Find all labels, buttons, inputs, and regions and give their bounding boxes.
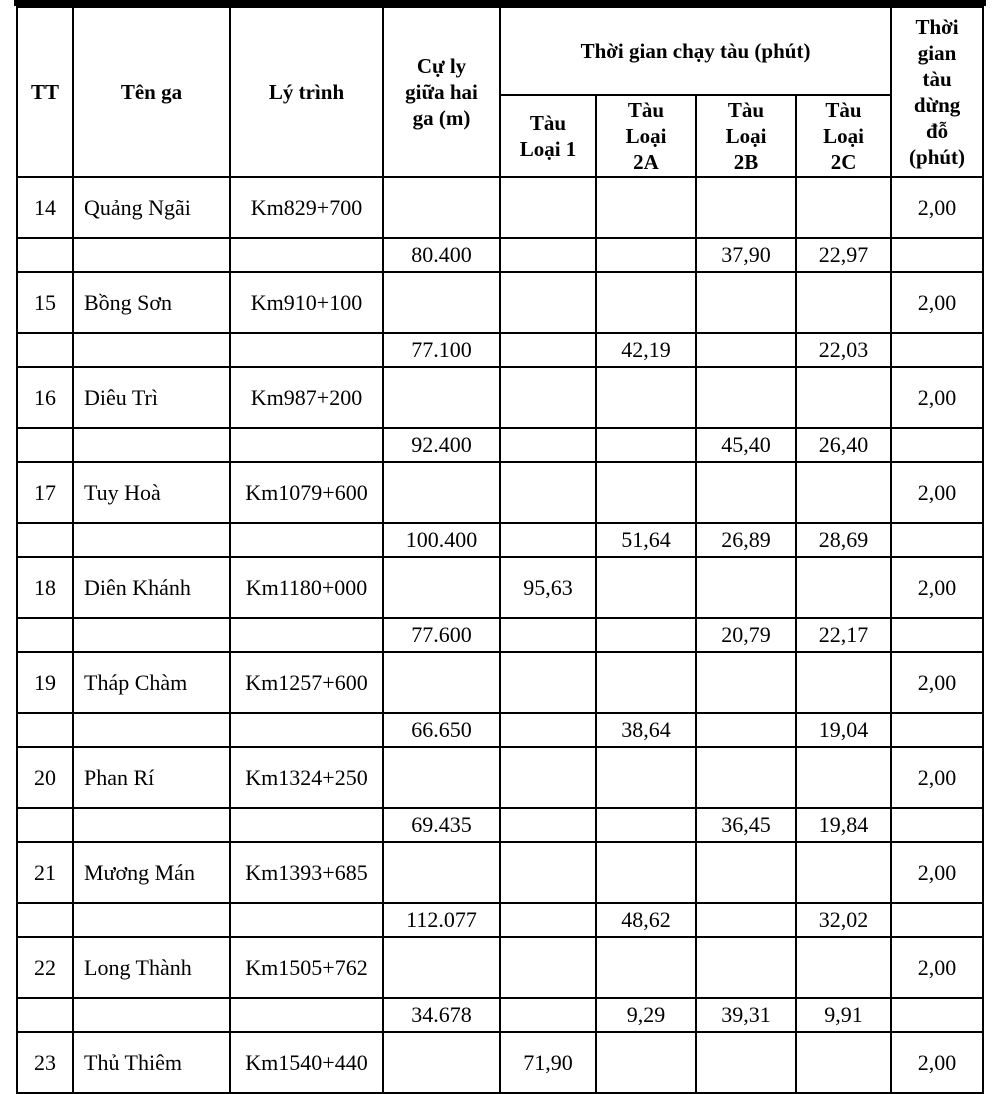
- station-number-cell: 18: [17, 557, 73, 618]
- train-timetable: [16, 6, 984, 1094]
- empty-cell: [230, 238, 383, 272]
- header-train-type-1: [500, 95, 596, 177]
- station-number-cell: 19: [17, 652, 73, 713]
- table-header: [17, 7, 983, 177]
- header-stop-line: Thời: [915, 15, 959, 39]
- train-type-2b-time-cell: 39,31: [696, 998, 796, 1032]
- empty-cell: [17, 713, 73, 747]
- empty-cell: [383, 747, 500, 808]
- header-train-type-2b: [696, 95, 796, 177]
- train-type-2b-time-cell: 26,89: [696, 523, 796, 557]
- header-type-line: 2C: [830, 150, 857, 174]
- header-type-line: Tàu: [727, 98, 765, 122]
- empty-cell: [383, 367, 500, 428]
- train-type-2b-time-cell: [696, 713, 796, 747]
- header-type-line: Tàu: [825, 98, 862, 122]
- empty-cell: [17, 523, 73, 557]
- station-row: [17, 937, 983, 998]
- header-distance-line: Cự ly: [416, 54, 467, 78]
- header-type-line: 2B: [733, 150, 759, 174]
- station-name-cell: Diên Khánh: [73, 557, 230, 618]
- empty-cell: [596, 367, 696, 428]
- stop-time-cell: 2,00: [891, 1032, 983, 1093]
- empty-cell: [383, 557, 500, 618]
- empty-cell: [230, 998, 383, 1032]
- header-distance-line: giữa hai: [405, 80, 478, 104]
- train-type-1-time-cell: [500, 462, 596, 523]
- stop-time-cell: 2,00: [891, 462, 983, 523]
- empty-cell: [73, 713, 230, 747]
- empty-cell: [383, 842, 500, 903]
- train-type-1-time-cell: [500, 367, 596, 428]
- train-type-1-time-cell: [500, 272, 596, 333]
- empty-cell: [796, 842, 891, 903]
- train-type-2b-time-cell: 36,45: [696, 808, 796, 842]
- table-body: [17, 177, 983, 1093]
- train-type-2c-time-cell: 32,02: [796, 903, 891, 937]
- header-distance: [383, 7, 500, 177]
- empty-cell: [891, 333, 983, 367]
- empty-cell: [596, 462, 696, 523]
- empty-cell: [500, 903, 596, 937]
- empty-cell: [230, 523, 383, 557]
- train-type-1-time-cell: 95,63: [500, 557, 596, 618]
- segment-row: [17, 903, 983, 937]
- station-name-cell: Phan Rí: [73, 747, 230, 808]
- empty-cell: [796, 557, 891, 618]
- header-stop-line: tàu: [922, 67, 952, 91]
- station-row: [17, 747, 983, 808]
- header-stop-line: gian: [917, 41, 957, 65]
- station-row: [17, 177, 983, 238]
- station-row: [17, 1032, 983, 1093]
- segment-distance-cell: 69.435: [383, 808, 500, 842]
- stop-time-cell: 2,00: [891, 747, 983, 808]
- empty-cell: [596, 842, 696, 903]
- station-name-cell: Mương Mán: [73, 842, 230, 903]
- station-number-cell: 15: [17, 272, 73, 333]
- station-row: [17, 652, 983, 713]
- train-type-2b-time-cell: 20,79: [696, 618, 796, 652]
- empty-cell: [891, 998, 983, 1032]
- segment-distance-cell: 66.650: [383, 713, 500, 747]
- station-name-cell: Quảng Ngãi: [73, 177, 230, 238]
- train-type-2a-time-cell: 48,62: [596, 903, 696, 937]
- empty-cell: [230, 808, 383, 842]
- empty-cell: [696, 367, 796, 428]
- empty-cell: [73, 998, 230, 1032]
- station-name-cell: Bồng Sơn: [73, 272, 230, 333]
- segment-distance-cell: 100.400: [383, 523, 500, 557]
- segment-distance-cell: 34.678: [383, 998, 500, 1032]
- empty-cell: [500, 523, 596, 557]
- header-run-time-group: Thời gian chạy tàu (phút): [500, 7, 891, 95]
- train-type-2b-time-cell: [696, 903, 796, 937]
- segment-distance-cell: 92.400: [383, 428, 500, 462]
- empty-cell: [596, 272, 696, 333]
- station-name-cell: Diêu Trì: [73, 367, 230, 428]
- station-row: [17, 557, 983, 618]
- train-type-1-time-cell: [500, 937, 596, 998]
- station-number-cell: 16: [17, 367, 73, 428]
- station-name-cell: Thủ Thiêm: [73, 1032, 230, 1093]
- header-km: Lý trình: [230, 7, 383, 177]
- train-type-1-time-cell: [500, 842, 596, 903]
- empty-cell: [696, 1032, 796, 1093]
- segment-distance-cell: 112.077: [383, 903, 500, 937]
- empty-cell: [383, 1032, 500, 1093]
- train-type-2c-time-cell: 22,97: [796, 238, 891, 272]
- train-type-2c-time-cell: 28,69: [796, 523, 891, 557]
- empty-cell: [696, 557, 796, 618]
- empty-cell: [17, 998, 73, 1032]
- header-type-line: Tàu: [529, 111, 567, 135]
- empty-cell: [696, 462, 796, 523]
- station-row: [17, 462, 983, 523]
- empty-cell: [230, 333, 383, 367]
- station-name-cell: Tháp Chàm: [73, 652, 230, 713]
- segment-row: [17, 713, 983, 747]
- empty-cell: [73, 333, 230, 367]
- header-type-line: Loại: [823, 124, 864, 148]
- stop-time-cell: 2,00: [891, 652, 983, 713]
- empty-cell: [500, 333, 596, 367]
- station-km-cell: Km1505+762: [230, 937, 383, 998]
- empty-cell: [73, 238, 230, 272]
- station-name-cell: Long Thành: [73, 937, 230, 998]
- header-stop-time: [891, 7, 983, 177]
- empty-cell: [891, 618, 983, 652]
- empty-cell: [500, 428, 596, 462]
- station-row: [17, 842, 983, 903]
- train-type-2a-time-cell: [596, 238, 696, 272]
- empty-cell: [73, 808, 230, 842]
- empty-cell: [796, 272, 891, 333]
- empty-cell: [696, 747, 796, 808]
- empty-cell: [17, 238, 73, 272]
- stop-time-cell: 2,00: [891, 272, 983, 333]
- empty-cell: [230, 618, 383, 652]
- segment-row: [17, 238, 983, 272]
- station-row: [17, 367, 983, 428]
- train-type-2a-time-cell: 51,64: [596, 523, 696, 557]
- stop-time-cell: 2,00: [891, 937, 983, 998]
- station-km-cell: Km1079+600: [230, 462, 383, 523]
- header-distance-line: ga (m): [412, 106, 471, 130]
- segment-row: [17, 333, 983, 367]
- empty-cell: [891, 523, 983, 557]
- empty-cell: [696, 652, 796, 713]
- segment-distance-cell: 80.400: [383, 238, 500, 272]
- empty-cell: [17, 428, 73, 462]
- station-km-cell: Km910+100: [230, 272, 383, 333]
- train-type-2a-time-cell: [596, 618, 696, 652]
- empty-cell: [891, 713, 983, 747]
- empty-cell: [596, 177, 696, 238]
- empty-cell: [17, 618, 73, 652]
- stop-time-cell: 2,00: [891, 177, 983, 238]
- train-type-1-time-cell: [500, 177, 596, 238]
- train-type-2c-time-cell: 22,17: [796, 618, 891, 652]
- empty-cell: [383, 937, 500, 998]
- empty-cell: [696, 842, 796, 903]
- train-type-2c-time-cell: 26,40: [796, 428, 891, 462]
- stop-time-cell: 2,00: [891, 842, 983, 903]
- empty-cell: [891, 808, 983, 842]
- empty-cell: [73, 903, 230, 937]
- station-number-cell: 20: [17, 747, 73, 808]
- empty-cell: [696, 937, 796, 998]
- header-stop-line: đỗ: [925, 119, 949, 143]
- empty-cell: [796, 177, 891, 238]
- empty-cell: [500, 238, 596, 272]
- empty-cell: [596, 937, 696, 998]
- segment-distance-cell: 77.100: [383, 333, 500, 367]
- train-type-2b-time-cell: 37,90: [696, 238, 796, 272]
- header-type-line: Loại: [625, 124, 667, 148]
- header-train-type-2c: [796, 95, 891, 177]
- empty-cell: [383, 652, 500, 713]
- train-type-1-time-cell: [500, 652, 596, 713]
- empty-cell: [796, 1032, 891, 1093]
- empty-cell: [73, 428, 230, 462]
- station-number-cell: 23: [17, 1032, 73, 1093]
- empty-cell: [596, 1032, 696, 1093]
- station-name-cell: Tuy Hoà: [73, 462, 230, 523]
- train-type-1-time-cell: [500, 747, 596, 808]
- segment-distance-cell: 77.600: [383, 618, 500, 652]
- empty-cell: [500, 808, 596, 842]
- empty-cell: [17, 808, 73, 842]
- empty-cell: [891, 428, 983, 462]
- station-km-cell: Km1540+440: [230, 1032, 383, 1093]
- header-type-line: 2A: [633, 150, 659, 174]
- station-km-cell: Km1180+000: [230, 557, 383, 618]
- train-type-2c-time-cell: 19,04: [796, 713, 891, 747]
- train-type-2a-time-cell: [596, 428, 696, 462]
- empty-cell: [73, 523, 230, 557]
- station-km-cell: Km829+700: [230, 177, 383, 238]
- segment-row: [17, 523, 983, 557]
- station-km-cell: Km987+200: [230, 367, 383, 428]
- train-type-2b-time-cell: 45,40: [696, 428, 796, 462]
- segment-row: [17, 808, 983, 842]
- empty-cell: [230, 903, 383, 937]
- empty-cell: [383, 272, 500, 333]
- header-stop-line: dừng: [913, 93, 961, 117]
- train-type-2b-time-cell: [696, 333, 796, 367]
- empty-cell: [383, 462, 500, 523]
- train-type-1-time-cell: 71,90: [500, 1032, 596, 1093]
- header-stop-line: (phút): [909, 145, 966, 169]
- header-type-line: Tàu: [627, 98, 665, 122]
- empty-cell: [383, 177, 500, 238]
- train-type-2a-time-cell: 38,64: [596, 713, 696, 747]
- station-km-cell: Km1393+685: [230, 842, 383, 903]
- train-type-2c-time-cell: 19,84: [796, 808, 891, 842]
- empty-cell: [696, 272, 796, 333]
- empty-cell: [596, 747, 696, 808]
- train-type-2c-time-cell: 22,03: [796, 333, 891, 367]
- train-type-2a-time-cell: 9,29: [596, 998, 696, 1032]
- train-type-2a-time-cell: [596, 808, 696, 842]
- empty-cell: [891, 903, 983, 937]
- header-tt: TT: [17, 7, 73, 177]
- station-km-cell: Km1257+600: [230, 652, 383, 713]
- empty-cell: [696, 177, 796, 238]
- station-number-cell: 14: [17, 177, 73, 238]
- empty-cell: [796, 367, 891, 428]
- segment-row: [17, 428, 983, 462]
- header-type-line: Loại 1: [519, 137, 577, 161]
- station-number-cell: 21: [17, 842, 73, 903]
- empty-cell: [796, 652, 891, 713]
- empty-cell: [891, 238, 983, 272]
- empty-cell: [596, 652, 696, 713]
- empty-cell: [500, 998, 596, 1032]
- stop-time-cell: 2,00: [891, 557, 983, 618]
- empty-cell: [500, 618, 596, 652]
- empty-cell: [230, 713, 383, 747]
- segment-row: [17, 618, 983, 652]
- train-type-2a-time-cell: 42,19: [596, 333, 696, 367]
- header-station-name: Tên ga: [73, 7, 230, 177]
- header-type-line: Loại: [725, 124, 767, 148]
- empty-cell: [230, 428, 383, 462]
- empty-cell: [796, 462, 891, 523]
- header-train-type-2a: [596, 95, 696, 177]
- empty-cell: [17, 333, 73, 367]
- stop-time-cell: 2,00: [891, 367, 983, 428]
- station-km-cell: Km1324+250: [230, 747, 383, 808]
- train-type-2c-time-cell: 9,91: [796, 998, 891, 1032]
- empty-cell: [596, 557, 696, 618]
- station-number-cell: 17: [17, 462, 73, 523]
- empty-cell: [796, 747, 891, 808]
- station-number-cell: 22: [17, 937, 73, 998]
- empty-cell: [73, 618, 230, 652]
- empty-cell: [17, 903, 73, 937]
- empty-cell: [500, 713, 596, 747]
- station-row: [17, 272, 983, 333]
- empty-cell: [796, 937, 891, 998]
- segment-row: [17, 998, 983, 1032]
